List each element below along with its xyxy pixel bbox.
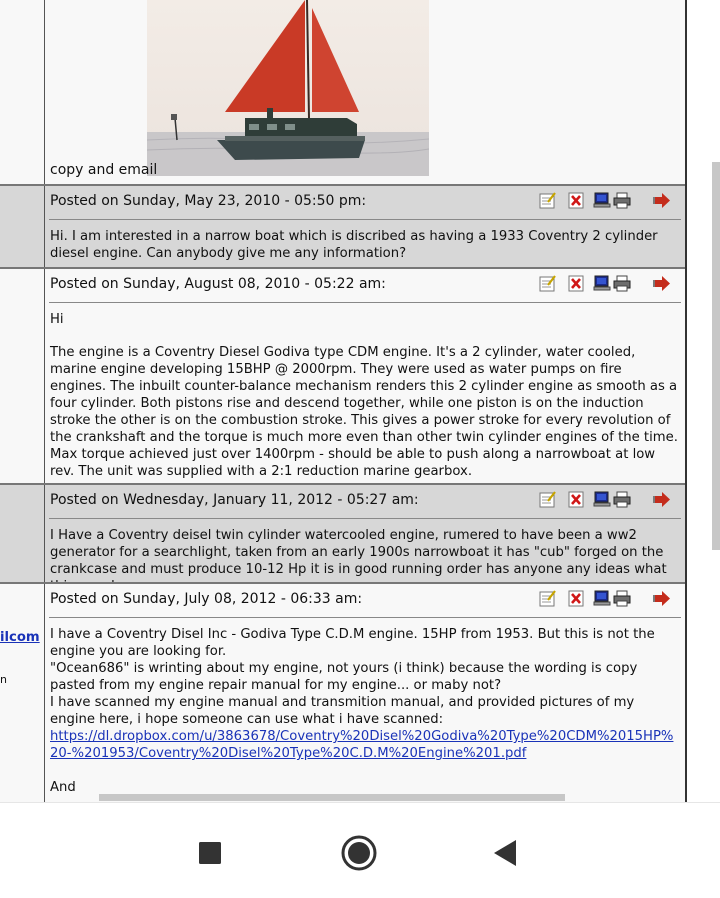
home-button[interactable] xyxy=(339,833,379,873)
post-actions xyxy=(539,275,679,295)
post-body xyxy=(50,626,679,796)
post xyxy=(45,485,685,582)
computer-icon[interactable] xyxy=(593,192,611,209)
post-body: I Have a Coventry deisel twin cylinder watercooled engine, rumered to have been a ww2 generator for a searchlight, taken from an early 1900s narrowboat it has "cub" forged on the crankcase and must produce 10-12 Hp it is in good running order has anyone any ideas what xyxy=(50,528,667,577)
post-date: Posted on Sunday, May 23, 2010 - 05:50 pm: xyxy=(50,193,367,209)
computer-icon[interactable] xyxy=(593,590,611,607)
vertical-scrollbar[interactable] xyxy=(712,162,720,550)
author-email-link[interactable]: ilcom xyxy=(0,630,40,645)
edit-post-icon[interactable] xyxy=(539,192,557,209)
dropbox-link[interactable]: https://dl.dropbox.com/u/3863678/Coventry%20Disel%20Godiva%20Type%20CDM%2015HP%20-%201953/Coventry%20Disel%20Type%20C.D.M%20Engine%201.pdf xyxy=(50,729,674,761)
post-date: Posted on Sunday, August 08, 2010 - 05:22 am: xyxy=(50,276,386,292)
print-icon[interactable] xyxy=(613,590,631,607)
post-body: Hi. I am interested in a narrow boat which is discribed as having a 1933 Coventry 2 cylinder diesel engine. Can anybody give me any information? xyxy=(50,229,658,261)
post-greeting: Hi xyxy=(50,312,64,327)
post xyxy=(45,186,685,267)
post-actions xyxy=(539,192,679,212)
post xyxy=(45,584,685,802)
sailboat-photo xyxy=(147,0,429,176)
next-arrow-icon[interactable] xyxy=(653,491,671,508)
delete-post-icon[interactable] xyxy=(567,275,585,292)
next-arrow-icon[interactable] xyxy=(653,590,671,607)
computer-icon[interactable] xyxy=(593,491,611,508)
print-icon[interactable] xyxy=(613,491,631,508)
delete-post-icon[interactable] xyxy=(567,590,585,607)
post-line: And xyxy=(50,780,76,795)
edit-post-icon[interactable] xyxy=(539,491,557,508)
back-button[interactable] xyxy=(486,833,526,873)
post-body: The engine is a Coventry Diesel Godiva type CDM engine. It's a 2 cylinder, water cooled, marine engine developing 15BHP @ 2000rpm. They were used as water pumps on fire engines. The inbuilt counter-balance mechanism renders this 2 cylinder engine as smooth as a four cylinder. Both pistons rise and descend together, while one piston is on the induction stroke the other is on the combustion stroke. This gives a power stroke for every revolution of the crankshaft and the torque is much more even than other twin cylinder engines of the time. Max torque achieved just over 1400rpm - should be able to push along a narrowboat at low rev. The unit was supplied with a 2:1 reduction marine gearbox. xyxy=(50,345,678,479)
author-extra: n xyxy=(0,673,7,686)
post-photo-area xyxy=(45,0,685,184)
recents-button[interactable] xyxy=(190,833,230,873)
delete-post-icon[interactable] xyxy=(567,491,585,508)
author-column xyxy=(0,584,45,802)
print-icon[interactable] xyxy=(613,192,631,209)
post-actions xyxy=(539,590,679,610)
next-arrow-icon[interactable] xyxy=(653,275,671,292)
photo-caption: copy and email xyxy=(50,162,158,178)
next-arrow-icon[interactable] xyxy=(653,192,671,209)
author-column xyxy=(0,269,45,483)
author-column xyxy=(0,0,45,184)
android-navigation-bar xyxy=(0,802,720,898)
post-line: I have scanned my engine manual and transmition manual, and provided pictures of my engine here, i hope someone can use what i have scanned: xyxy=(50,695,635,727)
print-icon[interactable] xyxy=(613,275,631,292)
post-date: Posted on Wednesday, January 11, 2012 - 05:27 am: xyxy=(50,492,419,508)
horizontal-scrollbar[interactable] xyxy=(99,794,565,801)
edit-post-icon[interactable] xyxy=(539,275,557,292)
post-line: "Ocean686" is wrinting about my engine, not yours (i think) because the wording is copy pasted from my engine repair manual for my engine... or maby not? xyxy=(50,661,638,693)
edit-post-icon[interactable] xyxy=(539,590,557,607)
author-column xyxy=(0,485,45,582)
post-line: I have a Coventry Disel Inc - Godiva Type C.D.M engine. 15HP from 1953. But this is not the engine you are looking for. xyxy=(50,627,655,659)
author-column xyxy=(0,186,45,267)
post-date: Posted on Sunday, July 08, 2012 - 06:33 am: xyxy=(50,591,363,607)
delete-post-icon[interactable] xyxy=(567,192,585,209)
post xyxy=(45,269,685,483)
computer-icon[interactable] xyxy=(593,275,611,292)
post-actions xyxy=(539,491,679,511)
